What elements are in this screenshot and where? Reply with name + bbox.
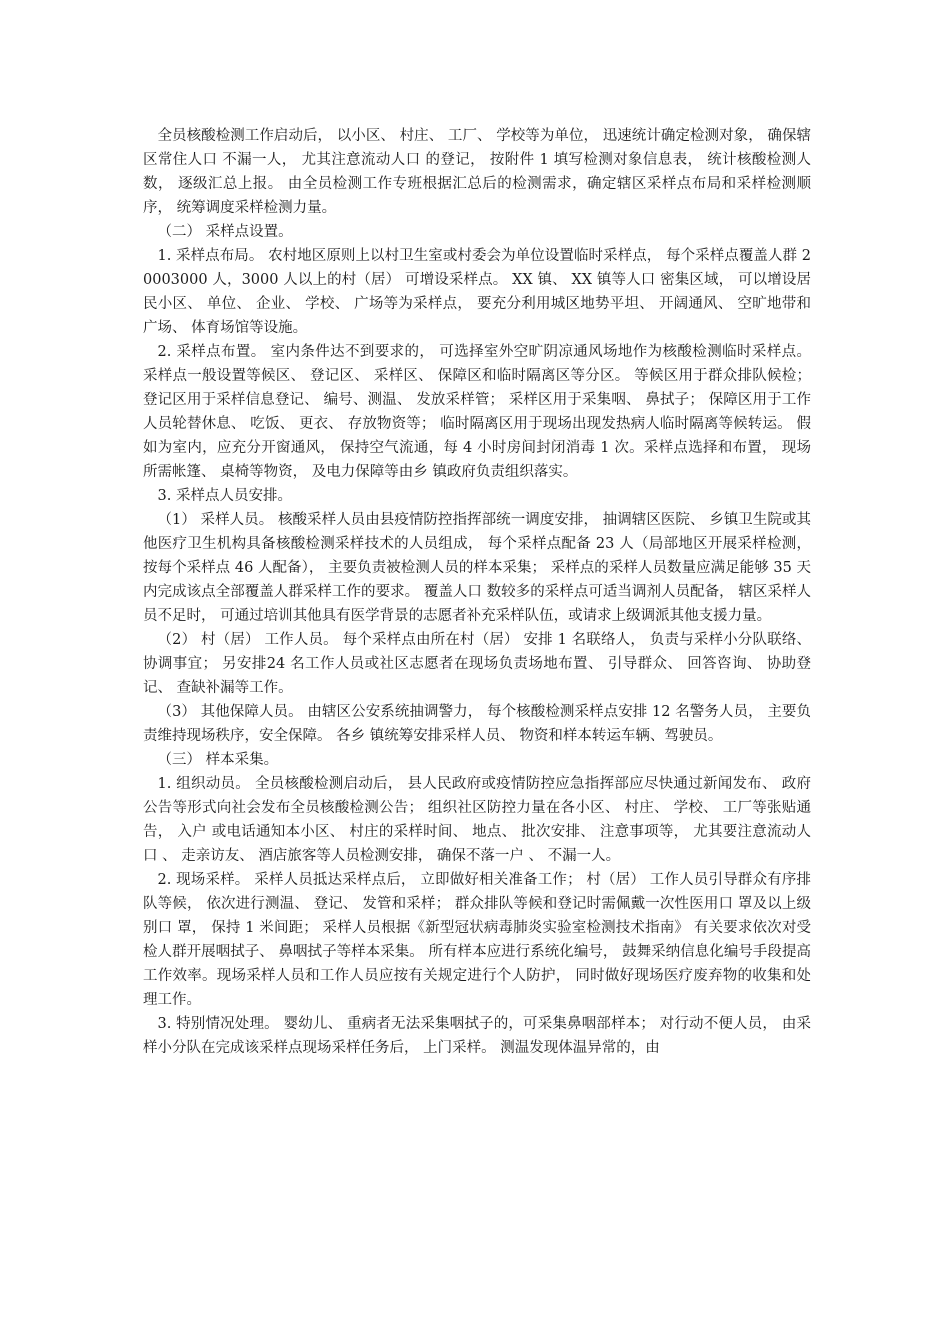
paragraph-staffing-title: 3. 采样点人员安排。 — [157, 488, 292, 504]
paragraph-site-layout: 1. 采样点布局。 农村地区原则上以村卫生室或村委会为单位设置临时采样点， 每个采样点覆盖人群 20003000 人，3000 人以上的村（居） 可增设采样点。 XX 镇、 XX 镇等人口 密集区域， 可以增设居民小区、 单位、 企业、 学校、 广场等为采样点， 要充分利用城区地势平坦、 开阔通风、 空旷地带和广场、 体育场馆等设施。 — [143, 248, 811, 336]
paragraph-village-staff: （2） 村（居） 工作人员。 每个采样点由所在村（居） 安排 1 名联络人， 负责与采样小分队联络、 协调事宜； 另安排24 名工作人员或社区志愿者在现场负责场地布置、 引导群众、 回答咨询、 协助登记、 查缺补漏等工作。 — [143, 632, 811, 696]
paragraph-site-arrangement: 2. 采样点布置。 室内条件达不到要求的， 可选择室外空旷阴凉通风场地作为核酸检测临时采样点。 采样点一般设置等候区、 登记区、 采样区、 保障区和临时隔离区等分区。 等候区用于群众排队候检； 登记区用于采样信息登记、 编号、测温、 发放采样管； 采样区用于采集咽、 鼻拭子； 保障区用于工作人员轮替休息、 吃饭、 更衣、 存放物资等； 临时隔离区用于现场出现发热病人临时隔离等候转运。 假如为室内，应充分开窗通风， 保持空气流通，每 4 小时房间封闭消毒 1 次。采样点选择和布置， 现场所需帐篷、 桌椅等物资， 及电力保障等由乡 镇政府负责组织落实。 — [143, 344, 811, 480]
paragraph-intro: 全员核酸检测工作启动后， 以小区、 村庄、 工厂、 学校等为单位， 迅速统计确定检测对象， 确保辖区常住人口 不漏一人， 尤其注意流动人口 的登记， 按附件 1 填写检测对象信息表， 统计核酸检测人数， 逐级汇总上报。 由全员检测工作专班根据汇总后的检测需求，确定辖区采样点布局和采样检测顺序， 统筹调度采样检测力量。 — [143, 128, 811, 216]
paragraph-onsite-sampling: 2. 现场采样。 采样人员抵达采样点后， 立即做好相关准备工作； 村（居） 工作人员引导群众有序排队等候， 依次进行测温、 登记、 发管和采样； 群众排队等候和登记时需佩戴一次性医用口 罩及以上级别口 罩， 保持 1 米间距； 采样人员根据《新型冠状病毒肺炎实验室检测技术指南》 有关要求依次对受检人群开展咽拭子、 鼻咽拭子等样本采集。 所有样本应进行系统化编号， 鼓舞采纳信息化编号手段提高工作效率。现场采样人员和工作人员应按有关规定进行个人防护， 同时做好现场医疗废弃物的收集和处理工作。 — [143, 872, 811, 1008]
paragraph-support-staff: （3） 其他保障人员。 由辖区公安系统抽调警力， 每个核酸检测采样点安排 12 名警务人员， 主要负责维持现场秩序，安全保障。 各乡 镇统筹安排采样人员、 物资和样本转运车辆、驾驶员。 — [143, 704, 811, 744]
paragraph-mobilization: 1. 组织动员。 全员核酸检测启动后， 县人民政府或疫情防控应急指挥部应尽快通过新闻发布、 政府公告等形式向社会发布全员核酸检测公告； 组织社区防控力量在各小区、 村庄、 学校、 工厂等张贴通告， 入户 或电话通知本小区、 村庄的采样时间、 地点、 批次安排、 注意事项等， 尤其要注意流动人口 、 走亲访友、 酒店旅客等人员检测安排， 确保不落一户 、 不漏一人。 — [143, 776, 811, 864]
section-heading-sampling-site-setup: （二） 采样点设置。 — [157, 224, 293, 240]
document-body — [143, 124, 811, 1060]
paragraph-sampling-staff: （1） 采样人员。 核酸采样人员由县疫情防控指挥部统一调度安排， 抽调辖区医院、 乡镇卫生院或其他医疗卫生机构具备核酸检测采样技术的人员组成， 每个采样点配备 23 人（局部地区开展采样检测， 按每个采样点 46 人配备）， 主要负责被检测人员的样本采集； 采样点的采样人员数量应满足能够 35 天内完成该点全部覆盖人群采样工作的要求。 覆盖人口 数较多的采样点可适当调剂人员配备， 辖区采样人员不足时， 可通过培训其他具有医学背景的志愿者补充采样队伍，或请求上级调派其他支援力量。 — [143, 512, 811, 624]
paragraph-special-cases: 3. 特别情况处理。 婴幼儿、 重病者无法采集咽拭子的，可采集鼻咽部样本； 对行动不便人员， 由采样小分队在完成该采样点现场采样任务后， 上门采样。 测温发现体温异常的，由 — [143, 1016, 811, 1056]
section-heading-sample-collection: （三） 样本采集。 — [157, 752, 279, 768]
